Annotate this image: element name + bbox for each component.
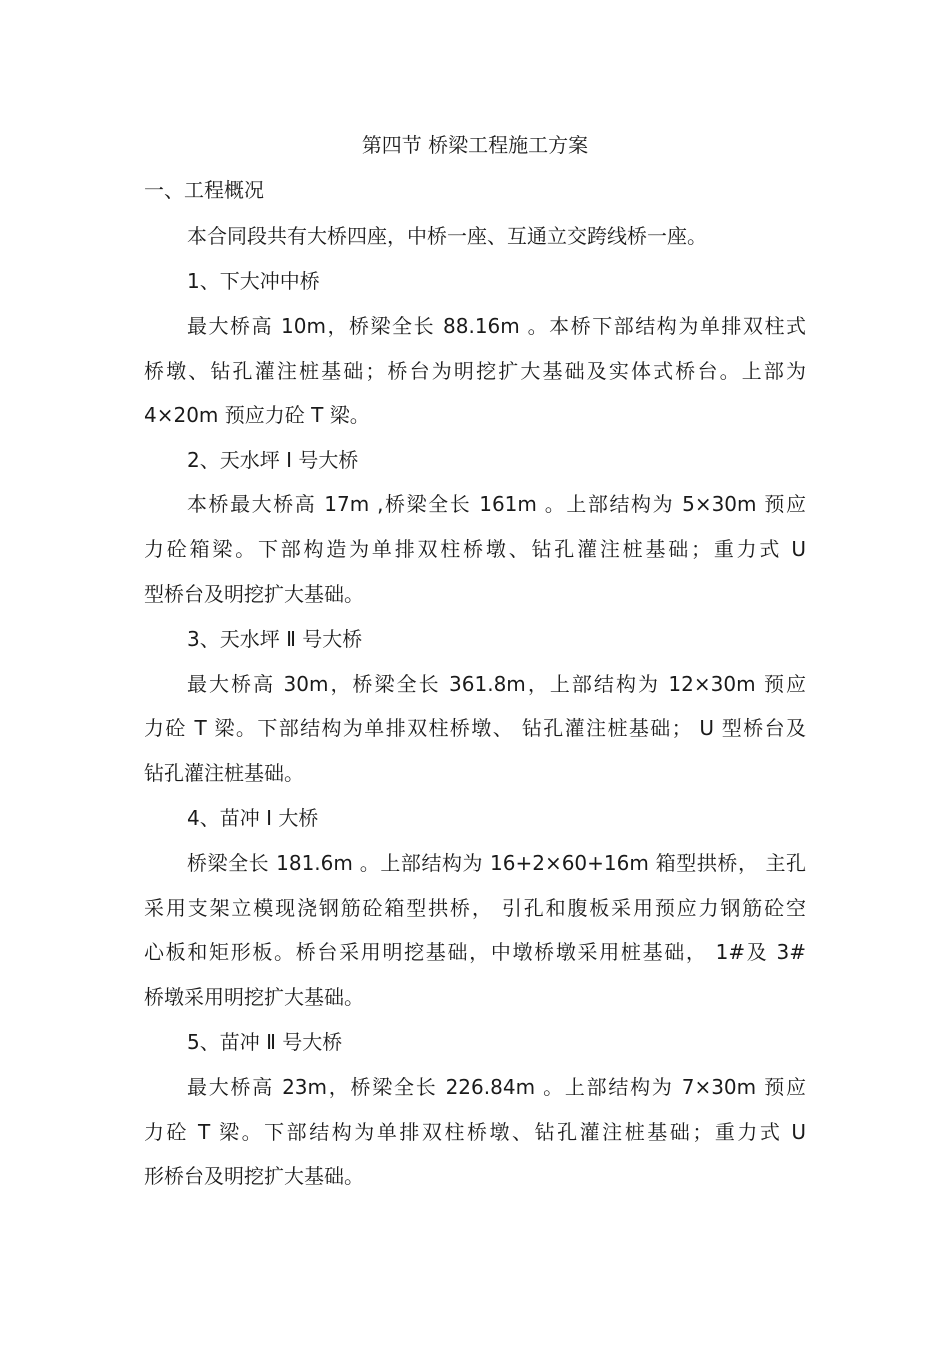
bridge-4-heading: 4、苗冲 Ⅰ 大桥 (187, 806, 319, 830)
bridge-3-text-line-3: 钻孔灌注桩基础。 (144, 761, 304, 785)
heading-project-overview: 一、工程概况 (144, 178, 264, 202)
bridge-2-text-line-3: 型桥台及明挖扩大基础。 (144, 582, 364, 606)
bridge-4-text-line-4: 桥墩采用明挖扩大基础。 (144, 985, 364, 1009)
bridge-4-text-line-3: 心板和矩形板。桥台采用明挖基础，中墩桥墩采用桩基础， 1#及 3# (144, 940, 806, 964)
section-title: 第四节 桥梁工程施工方案 (361, 133, 589, 157)
bridge-4-text-line-2: 采用支架立模现浇钢筋砼箱型拱桥， 引孔和腹板采用预应力钢筋砼空 (144, 896, 806, 920)
bridge-1-text-line-3: 4×20m 预应力砼 T 梁。 (144, 403, 370, 427)
bridge-1-heading: 1、下大冲中桥 (187, 269, 320, 293)
bridge-1-text-line-2: 桥墩、钻孔灌注桩基础；桥台为明挖扩大基础及实体式桥台。上部为 (144, 359, 806, 383)
bridge-5-heading: 5、苗冲 Ⅱ 号大桥 (187, 1030, 343, 1054)
bridge-3-text-line-2: 力砼 T 梁。下部结构为单排双柱桥墩、 钻孔灌注桩基础； U 型桥台及 (144, 716, 806, 740)
bridge-2-heading: 2、天水坪 Ⅰ 号大桥 (187, 448, 359, 472)
bridge-2-text-line-1: 本桥最大桥高 17m ,桥梁全长 161m 。上部结构为 5×30m 预应 (187, 492, 806, 516)
bridge-5-text-line-1: 最大桥高 23m，桥梁全长 226.84m 。上部结构为 7×30m 预应 (187, 1075, 806, 1099)
bridge-2-text-line-2: 力砼箱梁。下部构造为单排双柱桥墩、钻孔灌注桩基础；重力式 U (144, 537, 806, 561)
bridge-3-heading: 3、天水坪 Ⅱ 号大桥 (187, 627, 363, 651)
bridge-1-text-line-1: 最大桥高 10m，桥梁全长 88.16m 。本桥下部结构为单排双柱式 (187, 314, 806, 338)
bridge-3-text-line-1: 最大桥高 30m，桥梁全长 361.8m，上部结构为 12×30m 预应 (187, 672, 806, 696)
bridge-5-text-line-3: 形桥台及明挖扩大基础。 (144, 1164, 364, 1188)
bridge-5-text-line-2: 力砼 T 梁。下部结构为单排双柱桥墩、钻孔灌注桩基础；重力式 U (144, 1120, 806, 1144)
bridge-4-text-line-1: 桥梁全长 181.6m 。上部结构为 16+2×60+16m 箱型拱桥， 主孔 (187, 851, 806, 875)
intro-paragraph: 本合同段共有大桥四座，中桥一座、互通立交跨线桥一座。 (187, 224, 707, 248)
